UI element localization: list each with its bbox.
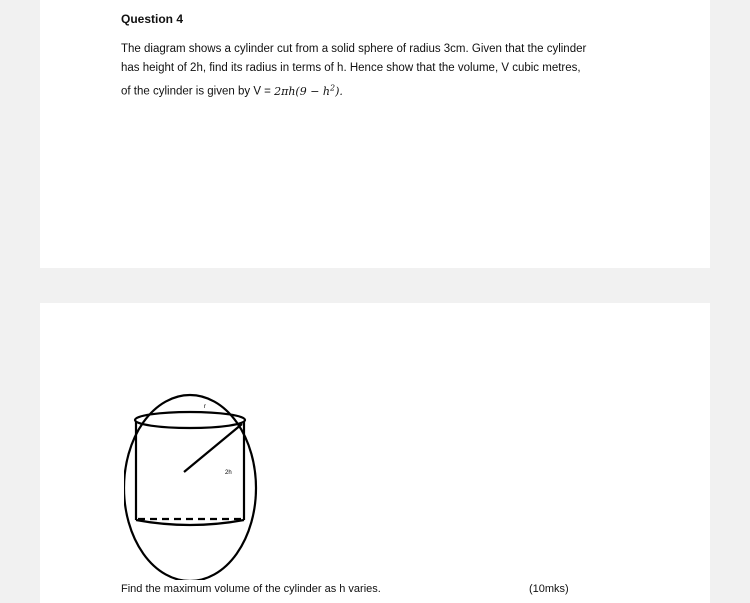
document-page-2 xyxy=(40,303,710,603)
sphere-outline xyxy=(124,395,256,580)
final-question-prompt: Find the maximum volume of the cylinder as h varies. xyxy=(121,583,381,595)
volume-formula-main: 2πh(9 − h xyxy=(274,84,330,98)
volume-formula-close: ). xyxy=(335,84,343,98)
volume-formula-exponent: 2 xyxy=(330,83,336,92)
sphere-radius-line xyxy=(184,424,242,472)
sphere-cylinder-diagram xyxy=(124,380,309,580)
question-line-3-text: of the cylinder is given by V = xyxy=(121,85,275,98)
cylinder-bottom-front-edge xyxy=(136,520,244,525)
question-line-1: The diagram shows a cylinder cut from a solid sphere of radius 3cm. Given that the cylinder xyxy=(121,43,587,55)
cylinder-top-ellipse xyxy=(135,412,245,428)
question-line-3 xyxy=(121,78,631,102)
question-text xyxy=(121,40,631,102)
marks-label: (10mks) xyxy=(529,583,569,595)
question-title: Question 4 xyxy=(121,12,184,26)
radius-label-r: r xyxy=(204,404,206,410)
document-page-1 xyxy=(40,0,710,268)
height-label-2h: 2h xyxy=(225,470,232,476)
question-line-2: has height of 2h, find its radius in terms of h. Hence show that the volume, V cubic metres, xyxy=(121,62,581,74)
volume-formula xyxy=(274,85,343,98)
